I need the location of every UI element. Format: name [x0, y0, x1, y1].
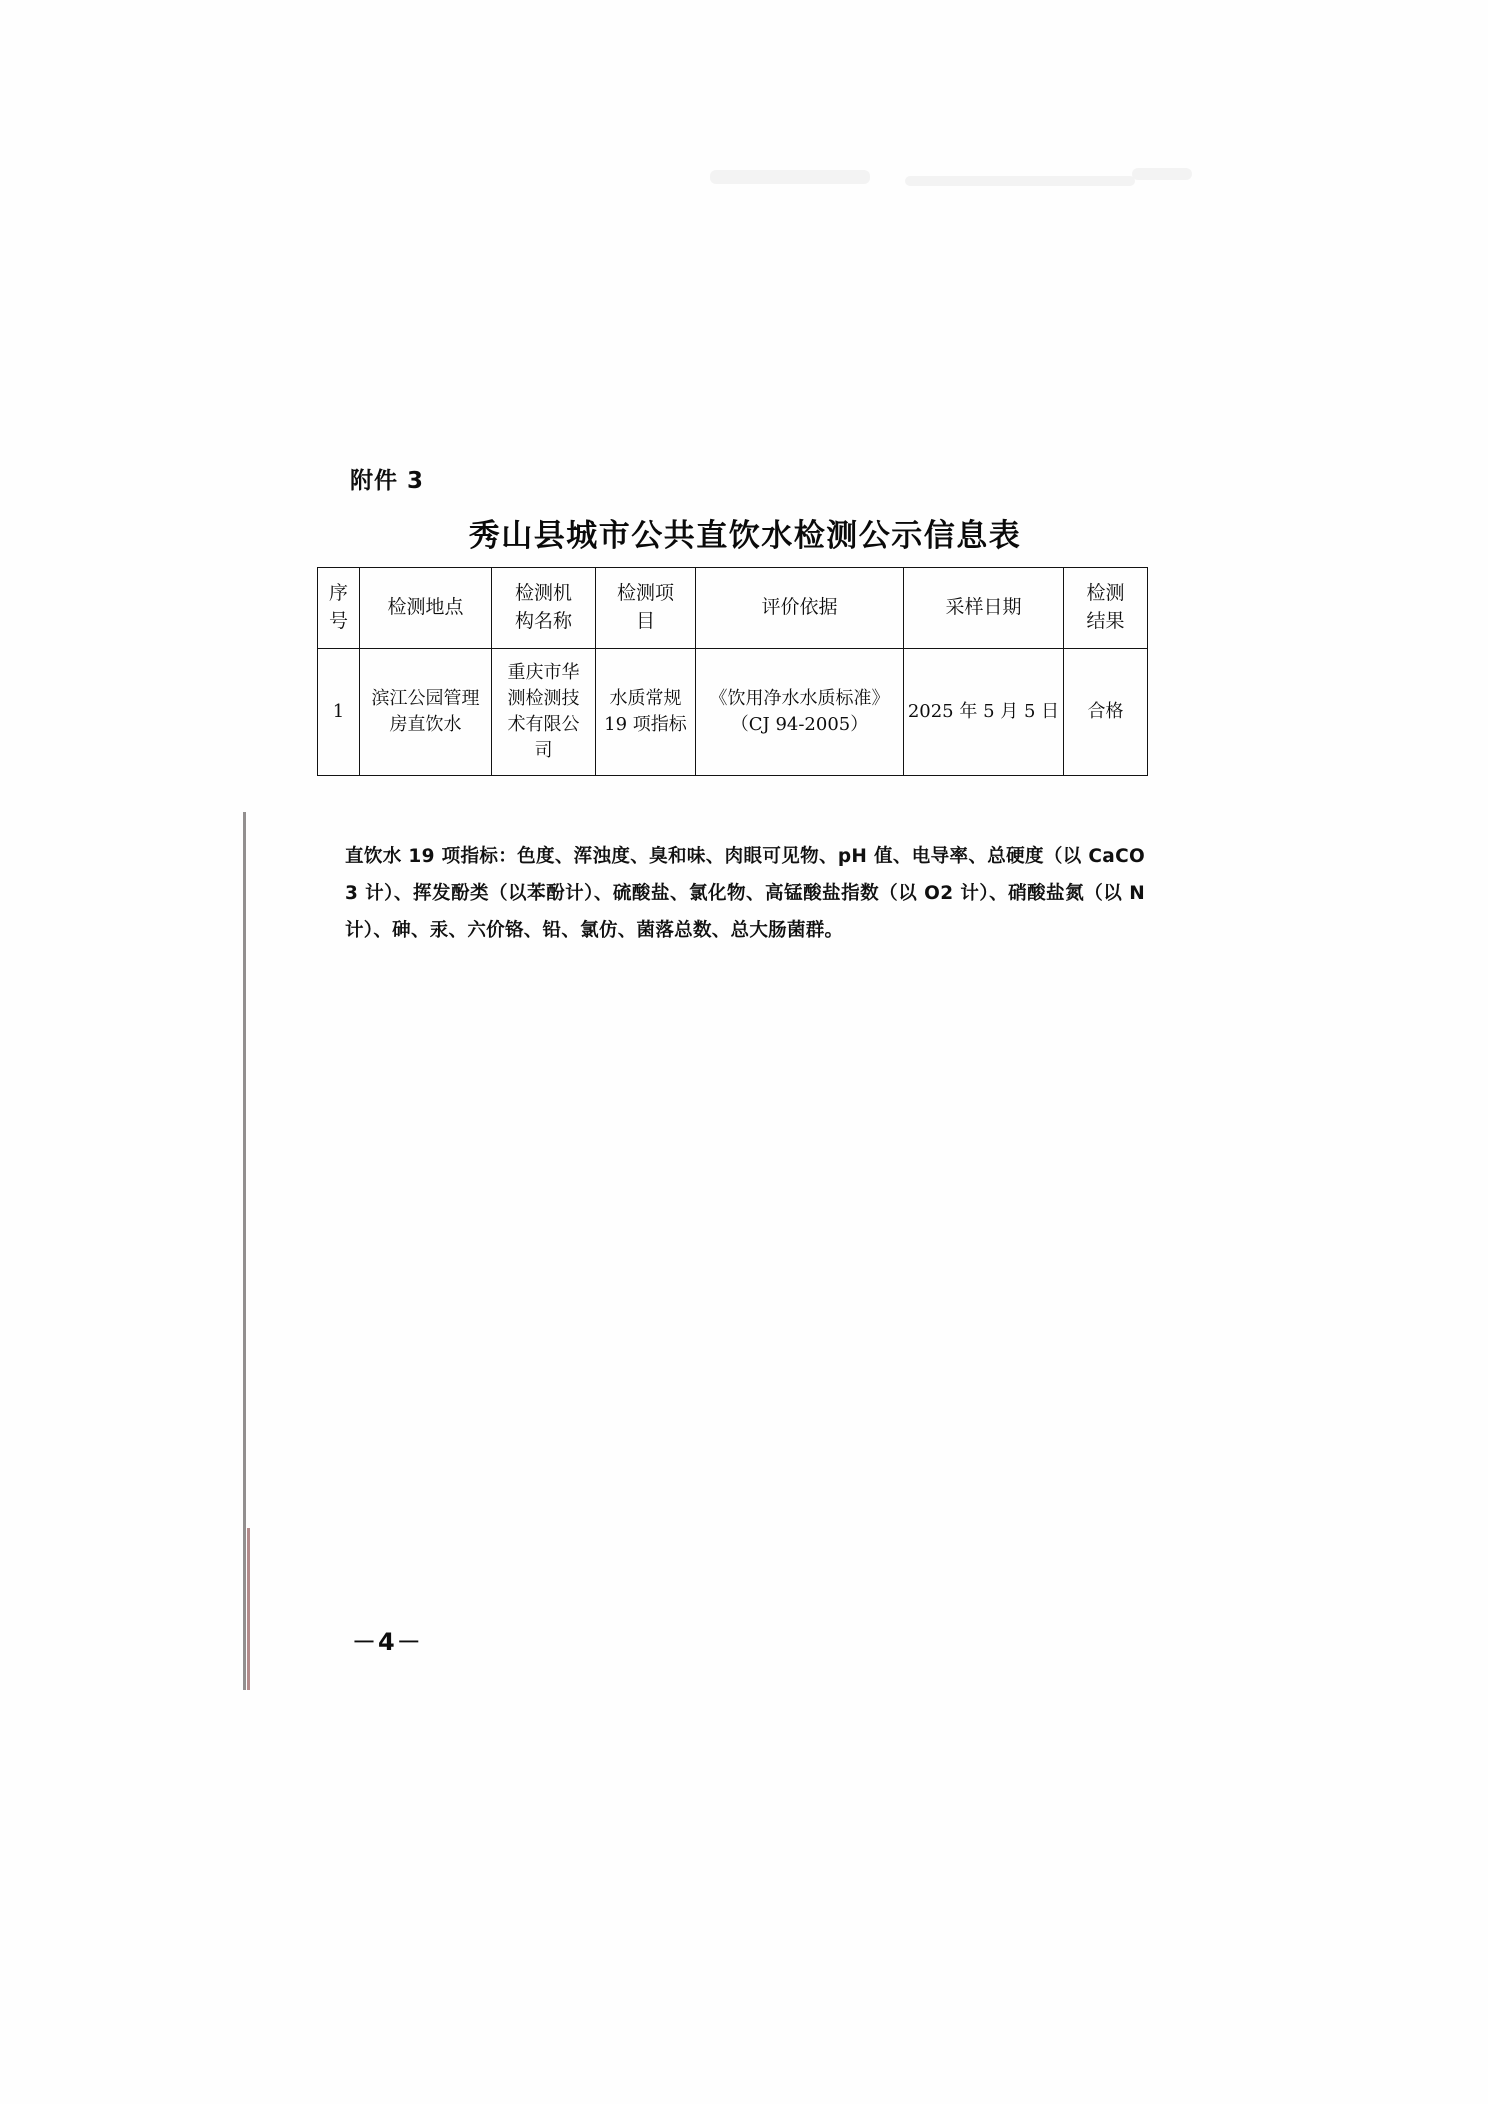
- attachment-label: 附件 3: [350, 468, 425, 494]
- page-title: 秀山县城市公共直饮水检测公示信息表: [468, 518, 1022, 554]
- cell-place: 滨江公园管理 房直饮水: [360, 649, 492, 776]
- scan-artifact: [1132, 168, 1192, 180]
- column-header-item: 检测项 目: [596, 568, 696, 649]
- table-header-row: [318, 568, 1148, 649]
- cell-date: 2025 年 5 月 5 日: [904, 649, 1064, 776]
- column-header-basis: 评价依据: [696, 568, 904, 649]
- column-header-org: 检测机 构名称: [492, 568, 596, 649]
- cell-item: 水质常规 19 项指标: [596, 649, 696, 776]
- scan-artifact: [905, 176, 1135, 186]
- scan-binding-line-secondary: [247, 1528, 250, 1690]
- page-number: －4－: [352, 1628, 423, 1656]
- column-header-date: 采样日期: [904, 568, 1064, 649]
- indicators-note: 直饮水 19 项指标：色度、浑浊度、臭和味、肉眼可见物、pH 值、电导率、总硬度（以 CaCO 3 计）、挥发酚类（以苯酚计）、硫酸盐、氯化物、高锰酸盐指数（以 O2 计）、硝酸盐氮（以 N 计）、砷、汞、六价铬、铅、氯仿、菌落总数、总大肠菌群。: [345, 846, 1145, 941]
- cell-org: 重庆市华 测检测技 术有限公 司: [492, 649, 596, 776]
- column-header-seq: 序 号: [318, 568, 360, 649]
- scan-artifact: [710, 170, 870, 184]
- cell-basis: 《饮用净水水质标准》 （CJ 94-2005）: [696, 649, 904, 776]
- cell-seq: 1: [318, 649, 360, 776]
- column-header-result: 检测 结果: [1064, 568, 1148, 649]
- table-row: [318, 649, 1148, 776]
- scan-binding-line: [243, 812, 246, 1690]
- cell-result: 合格: [1064, 649, 1148, 776]
- column-header-place: 检测地点: [360, 568, 492, 649]
- water-quality-table: [317, 567, 1148, 776]
